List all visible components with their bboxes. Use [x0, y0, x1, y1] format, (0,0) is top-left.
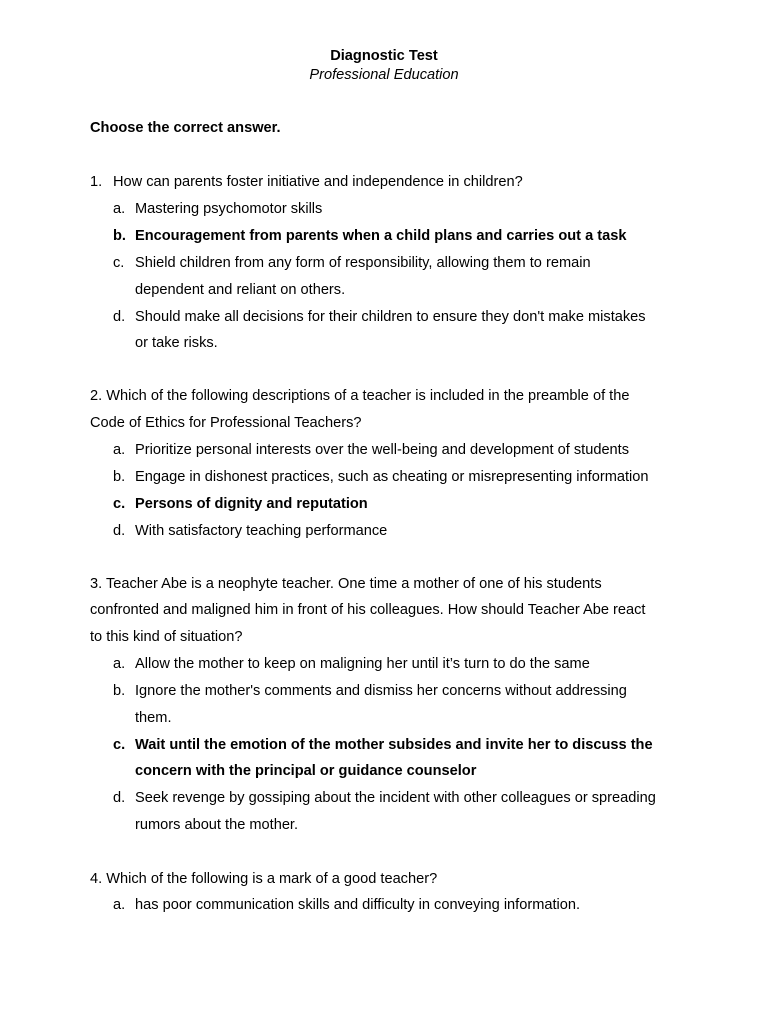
document-subtitle: Professional Education [309, 67, 459, 83]
option-text: Prioritize personal interests over the well-being and development of students [135, 442, 630, 458]
option-text: Engage in dishonest practices, such as cheating or misrepresenting information [135, 469, 649, 485]
option-text: Seek revenge by gossiping about the incident with other colleagues or spreading [135, 790, 656, 806]
question-text: to this kind of situation? [90, 629, 243, 645]
option-text-correct: Wait until the emotion of the mother subsides and invite her to discuss the [135, 737, 653, 753]
option-text: Ignore the mother's comments and dismiss her concerns without addressing [135, 683, 627, 699]
option-letter-correct: c. [113, 496, 126, 512]
question-text: 3. Teacher Abe is a neophyte teacher. One time a mother of one of his students [90, 576, 602, 592]
option-letter: b. [113, 683, 126, 699]
option-text-correct: concern with the principal or guidance counselor [135, 763, 477, 779]
option-letter: d. [113, 790, 126, 806]
question-text: Code of Ethics for Professional Teachers? [90, 415, 362, 431]
instruction-text: Choose the correct answer. [90, 120, 281, 136]
option-text: or take risks. [135, 335, 218, 351]
option-text: Shield children from any form of responsibility, allowing them to remain [135, 255, 591, 271]
option-text: them. [135, 710, 172, 726]
option-letter: d. [113, 309, 126, 325]
option-text: Allow the mother to keep on maligning her until it’s turn to do the same [135, 656, 590, 672]
option-letter-correct: b. [113, 228, 126, 244]
option-text: has poor communication skills and difficulty in conveying information. [135, 897, 581, 913]
option-letter-correct: c. [113, 737, 126, 753]
option-text: Should make all decisions for their children to ensure they don't make mistakes [135, 309, 646, 325]
option-letter: b. [113, 469, 126, 485]
option-text: dependent and reliant on others. [135, 282, 346, 298]
question-text: confronted and maligned him in front of his colleagues. How should Teacher Abe react [90, 602, 646, 618]
option-letter: a. [113, 201, 126, 217]
question-text: 2. Which of the following descriptions of a teacher is included in the preamble of the [90, 388, 630, 404]
document-title: Diagnostic Test [330, 48, 438, 64]
option-letter: c. [113, 255, 125, 271]
question-text: How can parents foster initiative and independence in children? [113, 174, 523, 190]
option-text: With satisfactory teaching performance [135, 523, 388, 539]
option-letter: a. [113, 656, 126, 672]
question-text: 4. Which of the following is a mark of a good teacher? [90, 871, 438, 887]
option-text-correct: Encouragement from parents when a child plans and carries out a task [135, 228, 627, 244]
question-number: 1. [90, 174, 103, 190]
option-text: rumors about the mother. [135, 817, 299, 833]
option-letter: d. [113, 523, 126, 539]
option-text-correct: Persons of dignity and reputation [135, 496, 368, 512]
option-letter: a. [113, 897, 126, 913]
option-text: Mastering psychomotor skills [135, 201, 323, 217]
option-letter: a. [113, 442, 126, 458]
